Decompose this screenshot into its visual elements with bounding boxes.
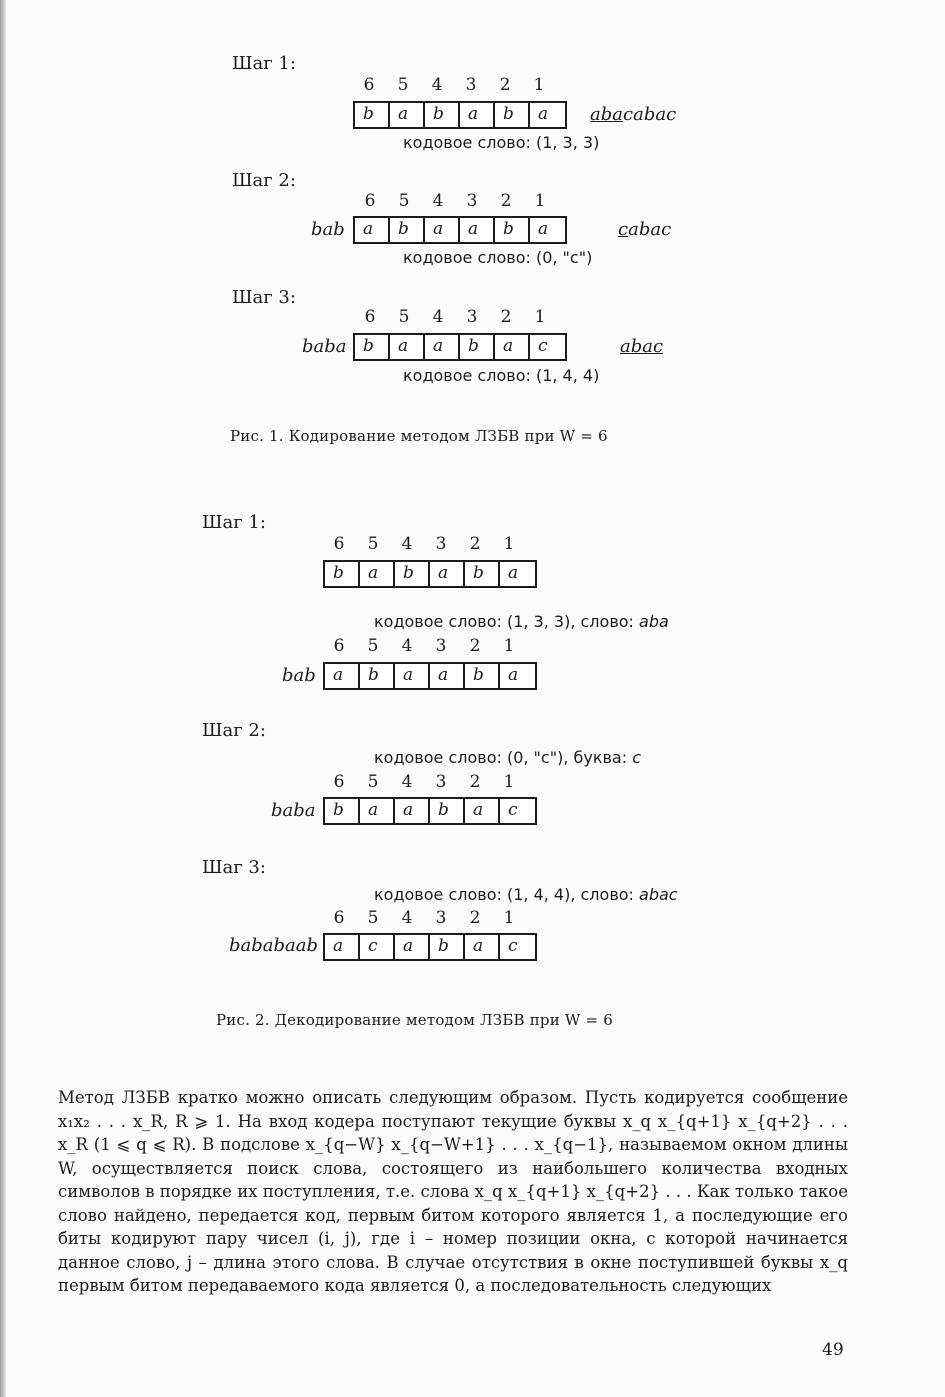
window-cell: a: [508, 665, 519, 685]
window-cell: c: [508, 800, 518, 820]
window-cell: b: [495, 218, 530, 242]
fig1-step3-label: Шаг 3:: [232, 287, 296, 308]
window-cell: a: [538, 104, 549, 124]
fig2-step1-label: Шаг 1:: [202, 512, 266, 533]
window-cell: c: [360, 935, 395, 959]
fig2-window3: [323, 797, 537, 825]
fig1-step1-window: [353, 101, 567, 129]
window-cell: c: [508, 936, 518, 956]
fig1-step2-prefix: bab: [311, 219, 345, 240]
window-cell: b: [460, 335, 495, 359]
window-cell: a: [325, 664, 360, 688]
figure-1-caption: Рис. 1. Кодирование методом ЛЗБВ при W = 6: [230, 427, 608, 445]
window-cell: a: [390, 103, 425, 127]
fig1-step1-codeword: кодовое слово: (1, 3, 3): [403, 133, 600, 152]
window-cell: b: [390, 218, 425, 242]
page-number: 49: [822, 1340, 844, 1360]
fig1-step3-codeword: кодовое слово: (1, 4, 4): [403, 366, 600, 385]
fig2-window4-positions: 6 5 4 3 2 1: [333, 908, 515, 928]
fig1-step2-codeword: кодовое слово: (0, "c"): [403, 248, 593, 267]
fig1-step3-window: [353, 333, 567, 361]
window-cell: a: [430, 562, 465, 586]
window-cell: a: [460, 218, 495, 242]
fig2-window1: [323, 560, 537, 588]
fig1-step3-input: abac: [620, 336, 664, 357]
window-cell: b: [355, 335, 390, 359]
fig1-step2-input: cabac: [618, 219, 672, 240]
window-cell: a: [465, 799, 500, 823]
window-cell: b: [430, 799, 465, 823]
figure-2-caption: Рис. 2. Декодирование методом ЛЗБВ при W = 6: [216, 1011, 613, 1029]
window-cell: a: [425, 218, 460, 242]
window-cell: a: [460, 103, 495, 127]
window-cell: b: [325, 562, 360, 586]
window-cell: c: [538, 336, 548, 356]
window-cell: b: [355, 103, 390, 127]
window-cell: b: [325, 799, 360, 823]
fig1-step2-label: Шаг 2:: [232, 170, 296, 191]
window-cell: a: [395, 799, 430, 823]
fig2-step3-codeword: кодовое слово: (1, 4, 4), слово: abac: [374, 885, 678, 904]
body-paragraph: Метод ЛЗБВ кратко можно описать следующим образом. Пусть кодируется сообщение x₁x₂ . . . x_R, R ⩾ 1. На вход кодера поступают текущие буквы x_q x_{q+1} x_{q+2} . . . x_R (1 ⩽ q ⩽ R). В подслове x_{q−W} x_{q−W+1} . . . x_{q−1}, называемом окном длины W, осуществляется поиск слова, состоящего из наибольшего количества входных символов в порядке их поступления, т.е. слова x_q x_{q+1} x_{q+2} . . . Как только такое слово найдено, передается код, первым битом которого является 1, а последующие его биты кодируют пару чисел (i, j), где i – номер позиции окна, с которой начинается данное слово, j – длина этого слова. В случае отсутствия в окне поступившей буквы x_q первым битом передаваемого кода является 0, а последовательность следующих: [58, 1088, 848, 1295]
window-cell: b: [360, 664, 395, 688]
window-cell: a: [538, 219, 549, 239]
window-cell: b: [495, 103, 530, 127]
window-cell: b: [425, 103, 460, 127]
fig2-window1-positions: 6 5 4 3 2 1: [333, 534, 515, 554]
fig2-window4-prefix: bababaab: [229, 935, 319, 956]
fig1-step2-window: [353, 216, 567, 244]
fig2-window4: [323, 933, 537, 961]
fig1-step1-positions: 6 5 4 3 2 1: [363, 75, 545, 95]
fig2-window2: [323, 662, 537, 690]
fig1-step1-label: Шаг 1:: [232, 53, 296, 74]
window-cell: a: [355, 218, 390, 242]
fig2-window3-prefix: baba: [271, 800, 316, 821]
fig2-step3-label: Шаг 3:: [202, 857, 266, 878]
window-cell: a: [465, 935, 500, 959]
window-cell: b: [395, 562, 430, 586]
fig1-step1-input: abacabac: [590, 104, 677, 125]
fig1-step3-positions: 6 5 4 3 2 1: [364, 307, 546, 327]
fig1-step3-prefix: baba: [302, 336, 347, 357]
window-cell: a: [495, 335, 530, 359]
page-edge-shadow: [0, 0, 6, 1397]
fig2-window2-prefix: bab: [282, 665, 316, 686]
fig2-step2-codeword: кодовое слово: (0, "c"), буква: c: [374, 748, 641, 767]
fig2-window3-positions: 6 5 4 3 2 1: [333, 772, 515, 792]
window-cell: a: [360, 562, 395, 586]
window-cell: a: [425, 335, 460, 359]
window-cell: a: [390, 335, 425, 359]
fig2-window2-positions: 6 5 4 3 2 1: [333, 636, 515, 656]
fig2-step2-label: Шаг 2:: [202, 720, 266, 741]
window-cell: a: [395, 664, 430, 688]
window-cell: a: [430, 664, 465, 688]
window-cell: b: [465, 664, 500, 688]
window-cell: b: [465, 562, 500, 586]
fig1-step2-positions: 6 5 4 3 2 1: [364, 191, 546, 211]
window-cell: a: [508, 563, 519, 583]
window-cell: b: [430, 935, 465, 959]
fig2-step1-codeword: кодовое слово: (1, 3, 3), слово: aba: [374, 612, 669, 631]
window-cell: a: [360, 799, 395, 823]
window-cell: a: [325, 935, 360, 959]
window-cell: a: [395, 935, 430, 959]
